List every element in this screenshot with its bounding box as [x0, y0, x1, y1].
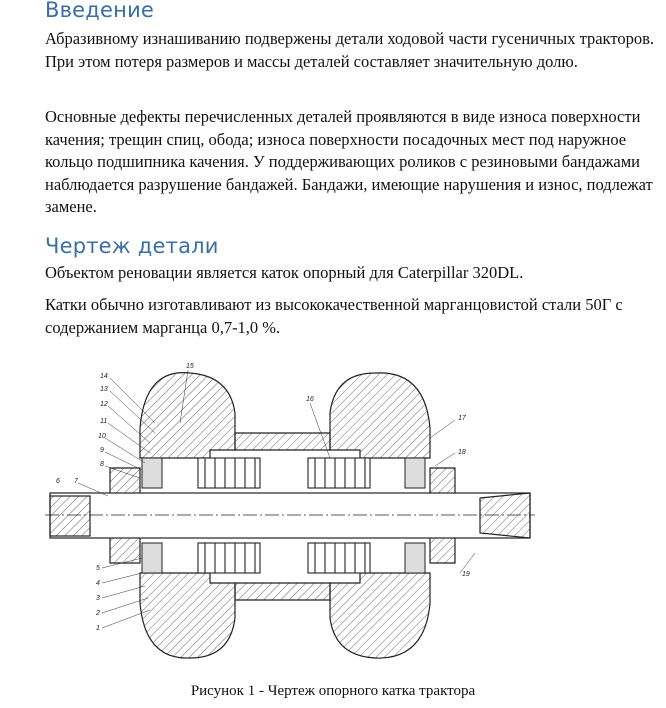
svg-text:15: 15: [186, 363, 194, 370]
svg-text:5: 5: [96, 565, 100, 572]
section-heading-drawing: Чертеж детали: [45, 234, 219, 258]
svg-text:11: 11: [100, 418, 108, 425]
svg-text:4: 4: [96, 580, 100, 587]
svg-text:12: 12: [100, 401, 108, 408]
paragraph-intro-1: Абразивному изнашиванию подвержены детали ходовой части гусеничных тракторов. При этом потеря размеров и массы деталей составляет значительную долю.: [45, 29, 655, 71]
svg-text:3: 3: [96, 595, 100, 602]
svg-text:13: 13: [100, 386, 108, 393]
svg-text:19: 19: [462, 571, 470, 578]
paragraph-drawing-1: Объектом реновации является каток опорный для Caterpillar 320DL.: [45, 263, 524, 282]
figure-caption: Рисунок 1 - Чертеж опорного катка трактора: [190, 683, 476, 699]
svg-text:7: 7: [74, 478, 78, 485]
axle-shaft: [45, 493, 535, 538]
svg-text:1: 1: [96, 625, 100, 632]
svg-text:14: 14: [100, 373, 108, 380]
svg-text:16: 16: [306, 396, 314, 403]
paragraph-drawing-2: Катки обычно изготавливают из высококачественной марганцовистой стали 50Г с содержанием марганца 0,7-1,0 %.: [45, 295, 623, 337]
svg-text:8: 8: [100, 461, 104, 468]
svg-text:9: 9: [100, 447, 104, 454]
svg-text:17: 17: [458, 415, 466, 422]
svg-text:18: 18: [458, 449, 466, 456]
section-heading-introduction: Введение: [45, 0, 155, 22]
track-roller-drawing: [30, 358, 550, 676]
svg-text:2: 2: [96, 610, 100, 617]
svg-text:10: 10: [98, 433, 106, 440]
svg-text:6: 6: [56, 478, 60, 485]
paragraph-intro-2: Основные дефекты перечисленных деталей проявляются в виде износа поверхности качения; трещин спиц, обода; износа поверхности посадочных мест под наружное кольцо подшипника качения. У поддерживающих роликов с резиновыми бандажами наблюдается разрушение бандажей. Бандажи, имеющие нарушения и износ, подлежат замене.: [45, 107, 653, 216]
